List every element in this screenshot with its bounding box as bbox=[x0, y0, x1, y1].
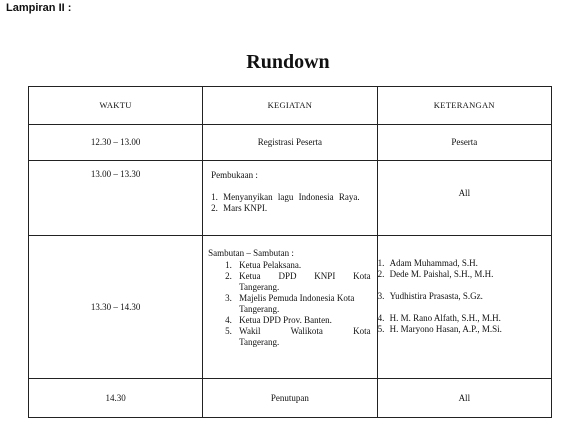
item-number: 1. bbox=[377, 258, 385, 268]
list-item bbox=[378, 324, 551, 335]
list-item bbox=[225, 260, 370, 271]
item-number: 2. bbox=[377, 269, 385, 279]
table-row bbox=[29, 125, 552, 161]
item-text: Ketua DPD Prov. Banten. bbox=[239, 315, 332, 325]
rundown-table bbox=[28, 86, 552, 418]
kegiatan-cell bbox=[203, 236, 377, 379]
attachment-label: Lampiran II : bbox=[6, 2, 72, 14]
item-number: 4. bbox=[377, 313, 385, 323]
waktu-cell bbox=[29, 161, 203, 236]
keterangan-cell: All bbox=[377, 379, 551, 418]
waktu-cell: 14.30 bbox=[29, 379, 203, 418]
header-keterangan: KETERANGAN bbox=[377, 87, 551, 125]
list-item bbox=[225, 293, 370, 315]
waktu-text: 13.00 – 13.30 bbox=[90, 169, 141, 179]
list-item bbox=[225, 326, 370, 348]
kegiatan-list bbox=[225, 260, 370, 348]
item-text: H. M. Rano Alfath, S.H., M.H. bbox=[389, 313, 501, 323]
item-number: 5. bbox=[377, 324, 385, 334]
item-text: Adam Muhammad, S.H. bbox=[389, 258, 478, 268]
item-text: Mars KNPI. bbox=[223, 203, 268, 213]
keterangan-cell bbox=[377, 236, 551, 379]
table-row bbox=[29, 161, 552, 236]
item-number: 2. bbox=[211, 203, 218, 213]
page-title: Rundown bbox=[246, 51, 330, 73]
table-header-row bbox=[29, 87, 552, 125]
waktu-cell: 12.30 – 13.00 bbox=[29, 125, 203, 161]
list-item bbox=[225, 271, 370, 293]
keterangan-cell: Peserta bbox=[377, 125, 551, 161]
keterangan-text: All bbox=[458, 188, 471, 198]
list-item bbox=[378, 313, 551, 324]
item-number: 3. bbox=[377, 291, 385, 301]
item-number: 1. bbox=[225, 260, 232, 270]
item-text: Yudhistira Prasasta, S.Gz. bbox=[389, 291, 483, 301]
kegiatan-title: Pembukaan : bbox=[211, 170, 258, 180]
kegiatan-cell bbox=[203, 161, 377, 236]
keterangan-list bbox=[378, 258, 551, 335]
item-text: Ketua DPD KNPI Kota Tangerang. bbox=[239, 271, 371, 292]
list-item bbox=[378, 269, 551, 291]
item-number: 1. bbox=[211, 192, 218, 202]
list-item bbox=[211, 192, 370, 203]
item-text: Wakil Walikota Kota Tangerang. bbox=[239, 326, 371, 347]
table-row bbox=[29, 236, 552, 379]
item-text: Dede M. Paishal, S.H., M.H. bbox=[389, 269, 494, 279]
item-text: Menyanyikan lagu Indonesia Raya. bbox=[223, 192, 360, 202]
kegiatan-title: Sambutan – Sambutan : bbox=[208, 248, 294, 258]
list-item bbox=[378, 258, 551, 269]
header-kegiatan: KEGIATAN bbox=[203, 87, 377, 125]
table-row bbox=[29, 379, 552, 418]
item-number: 2. bbox=[225, 271, 232, 281]
item-number: 5. bbox=[225, 326, 232, 336]
item-number: 4. bbox=[225, 315, 232, 325]
item-text: Majelis Pemuda Indonesia Kota Tangerang. bbox=[239, 293, 355, 314]
item-text: Ketua Pelaksana. bbox=[239, 260, 302, 270]
list-item bbox=[225, 315, 370, 326]
item-number: 3. bbox=[225, 293, 232, 303]
kegiatan-list bbox=[211, 192, 370, 214]
list-item bbox=[211, 203, 370, 214]
item-text: H. Maryono Hasan, A.P., M.Si. bbox=[389, 324, 502, 334]
list-item bbox=[378, 291, 551, 313]
kegiatan-cell: Registrasi Peserta bbox=[203, 125, 377, 161]
keterangan-cell bbox=[377, 161, 551, 236]
waktu-cell: 13.30 – 14.30 bbox=[29, 236, 203, 379]
header-waktu: WAKTU bbox=[29, 87, 203, 125]
kegiatan-cell: Penutupan bbox=[203, 379, 377, 418]
